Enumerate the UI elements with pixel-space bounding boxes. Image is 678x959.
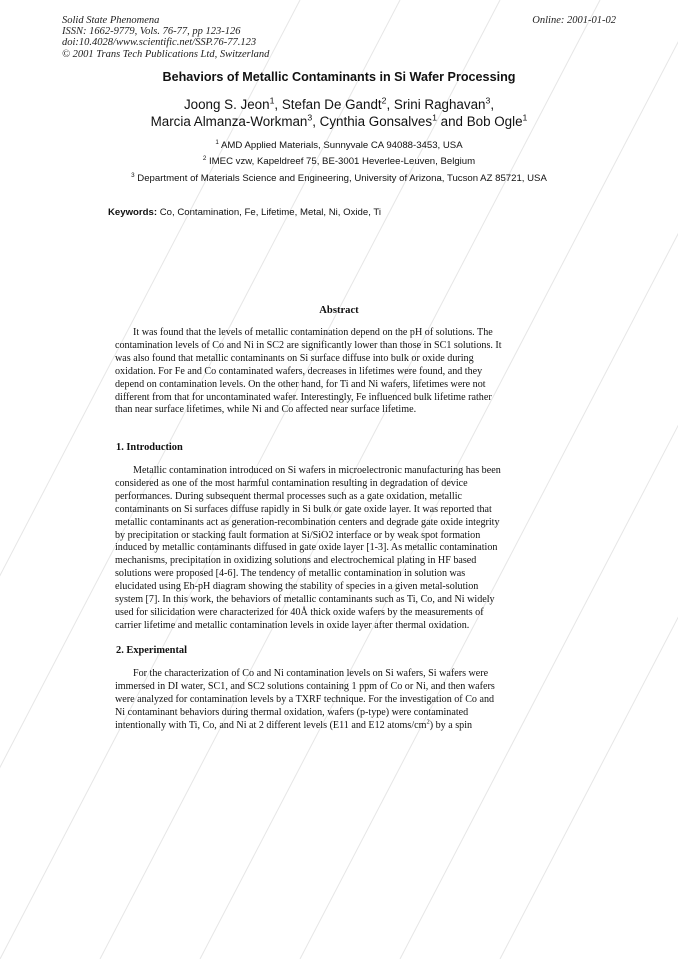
text-line: contamination levels of Co and Ni in SC2 are significantly lower than those in SC1 solutions. It bbox=[115, 339, 502, 351]
text-line: carrier lifetime and metallic contamination levels in oxide layer after thermal oxidation. bbox=[115, 619, 470, 631]
author: Marcia Almanza-Workman$^3$, bbox=[150, 112, 320, 129]
affiliation-1: $^1$ AMD Applied Materials, Sunnyvale CA 94088-3453, USA bbox=[215, 138, 463, 151]
text-line: different from that for uncontaminated wafer. Interestingly, Fe influenced bulk lifetime rather bbox=[115, 391, 492, 403]
text-line: intentionally with Ti, Co, and Ni at 2 different levels (E11 and E12 atoms/$cm^2$) by a spin bbox=[115, 718, 473, 731]
author-list bbox=[0, 96, 678, 130]
author: Joong S. Jeon$^1$, bbox=[183, 95, 282, 112]
text-line: It was found that the levels of metallic contamination depend on the pH of solutions. The bbox=[133, 327, 493, 338]
text-line: system [7]. In this work, the behaviors of metallic contaminants such as Ti, Co, and Ni widely bbox=[115, 594, 495, 606]
text-line: used for silicidation were characterized for 40Å thick oxide wafers by the measurements of bbox=[115, 606, 484, 618]
text-line: than near surface lifetimes, while Ni and Co affected near surface lifetime. bbox=[115, 404, 417, 416]
affiliation-3: $^3$ Department of Materials Science and Engineering, University of Arizona, Tucson AZ 85721, USA bbox=[131, 171, 547, 184]
affiliation-2: $^2$ IMEC vzw, Kapeldreef 75, BE-3001 Heverlee-Leuven, Belgium bbox=[202, 154, 476, 167]
text-line: Metallic contamination introduced on Si wafers in microelectronic manufacturing has been bbox=[133, 465, 501, 476]
text-line: were analyzed for contamination levels by a TXRF technique. For the investigation of Co and bbox=[115, 693, 495, 705]
online-date: Online: 2001-01-02 bbox=[532, 15, 616, 26]
text-line: Ni contaminant behaviors during thermal oxidation, wafers (p-type) were contaminated bbox=[115, 706, 469, 718]
experimental-body bbox=[115, 668, 549, 733]
journal-header bbox=[62, 15, 269, 60]
introduction-body bbox=[115, 465, 549, 633]
issn-line: ISSN: 1662-9779, Vols. 76-77, pp 123-126 bbox=[62, 26, 241, 38]
authors-line-1 bbox=[0, 96, 678, 113]
authors-line-2 bbox=[0, 113, 678, 130]
text-line: considered as one of the most harmful contamination resulting in degradation of device bbox=[115, 477, 468, 489]
text-line: performances. During subsequent thermal processes such as a gate oxidation, metallic bbox=[115, 490, 463, 502]
introduction-heading: 1. Introduction bbox=[116, 442, 183, 453]
paper-title: Behaviors of Metallic Contaminants in Si Wafer Processing bbox=[162, 70, 516, 84]
text-line: by precipitation or stacking fault formation at Si/SiO2 interface or by weak spot formation bbox=[115, 529, 481, 541]
experimental-heading: 2. Experimental bbox=[116, 645, 187, 656]
keywords-list: Co, Contamination, Fe, Lifetime, Metal, Ni, Oxide, Ti bbox=[159, 207, 381, 218]
copyright-line: © 2001 Trans Tech Publications Ltd, Switzerland bbox=[62, 48, 270, 60]
keywords bbox=[108, 207, 381, 218]
text-line: induced by metallic contaminants diffused in gate oxide layer [1-3]. As metallic contamination bbox=[115, 542, 498, 554]
text-line: immersed in DI water, SC1, and SC2 solutions containing 1 ppm of Co or Ni, and then wafers bbox=[115, 680, 495, 692]
text-line: solutions were proposed [4-6]. The tendency of metallic contamination in solution was bbox=[115, 568, 466, 580]
text-line: oxidation. For Fe and Co contaminated wafers, decreases in lifetimes were found, and they bbox=[115, 365, 483, 377]
text-line: contaminants on Si surfaces diffuse rapidly in Si bulk or gate oxide layer. It was reported that bbox=[115, 503, 492, 515]
text-line: mechanisms, precipitation in oxidizing solutions and electrochemical plating in HF based bbox=[115, 555, 477, 567]
text-line: depend on contamination levels. On the other hand, for Ti and Ni wafers, lifetimes were not bbox=[115, 378, 486, 390]
abstract-heading: Abstract bbox=[319, 305, 359, 316]
keywords-label: Keywords: bbox=[108, 207, 158, 218]
text-line: was also found that metallic contaminants on Si surface diffuse into bulk or oxide during bbox=[115, 352, 474, 364]
text-line: elucidated using Eh-pH diagram showing the stability of species in a given metal-solution bbox=[115, 581, 479, 593]
text-line: metallic contaminants act as generation-recombination centers and degrade gate oxide integrity bbox=[115, 516, 500, 528]
journal-name: Solid State Phenomena bbox=[62, 15, 160, 26]
doi-line: doi:10.4028/www.scientific.net/SSP.76-77.123 bbox=[62, 37, 257, 49]
author: Cynthia Gonsalves$^1$ and bbox=[319, 112, 467, 129]
author: Stefan De Gandt$^2$, bbox=[281, 95, 394, 112]
author: Bob Ogle$^1$ bbox=[466, 112, 528, 129]
text-line: For the characterization of Co and Ni contamination levels on Si wafers, Si wafers were bbox=[133, 668, 489, 679]
abstract-body bbox=[115, 327, 549, 417]
author: Srini Raghavan$^3$, bbox=[393, 95, 495, 112]
